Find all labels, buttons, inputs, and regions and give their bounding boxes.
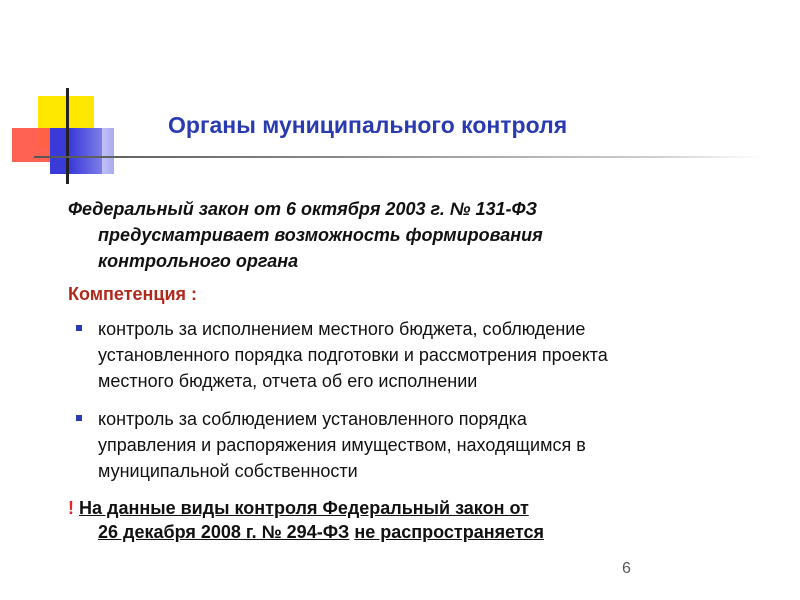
slide-title: Органы муниципального контроля bbox=[168, 112, 568, 138]
intro-line-3: контрольного органа bbox=[98, 251, 299, 271]
intro-line-2: предусматривает возможность формирования bbox=[98, 225, 543, 245]
intro-paragraph bbox=[68, 196, 758, 274]
bullet-2-line-1: контроль за соблюдением установленного порядка bbox=[98, 409, 527, 429]
list-item bbox=[68, 406, 758, 484]
note-line-1: На данные виды контроля Федеральный закон от bbox=[79, 498, 529, 518]
slide-logo-decoration bbox=[0, 0, 120, 190]
competence-label: Компетенция : bbox=[68, 284, 198, 304]
exclamation-mark: ! bbox=[68, 498, 74, 518]
bullet-2-line-3: муниципальной собственности bbox=[98, 461, 358, 481]
bullet-1-line-3: местного бюджета, отчета об его исполнении bbox=[98, 371, 478, 391]
note-conclusion: не распространяется bbox=[354, 522, 544, 542]
bullet-square-icon bbox=[76, 325, 82, 331]
intro-line-1: Федеральный закон от 6 октября 2003 г. № 131-ФЗ bbox=[68, 199, 538, 219]
competence-list bbox=[68, 316, 758, 484]
title-divider-line bbox=[34, 156, 764, 158]
logo-vertical-line bbox=[66, 88, 69, 184]
page-number: 6 bbox=[622, 560, 631, 577]
note-law-reference: 26 декабря 2008 г. № 294-ФЗ bbox=[98, 522, 350, 542]
bullet-square-icon bbox=[76, 415, 82, 421]
slide-content bbox=[68, 196, 758, 544]
bullet-1-line-2: установленного порядка подготовки и рассмотрения проекта bbox=[98, 345, 608, 365]
logo-blue-fade bbox=[70, 128, 114, 174]
note-paragraph bbox=[68, 496, 758, 544]
bullet-2-line-2: управления и распоряжения имуществом, находящимся в bbox=[98, 435, 586, 455]
bullet-1-line-1: контроль за исполнением местного бюджета, соблюдение bbox=[98, 319, 586, 339]
list-item bbox=[68, 316, 758, 394]
